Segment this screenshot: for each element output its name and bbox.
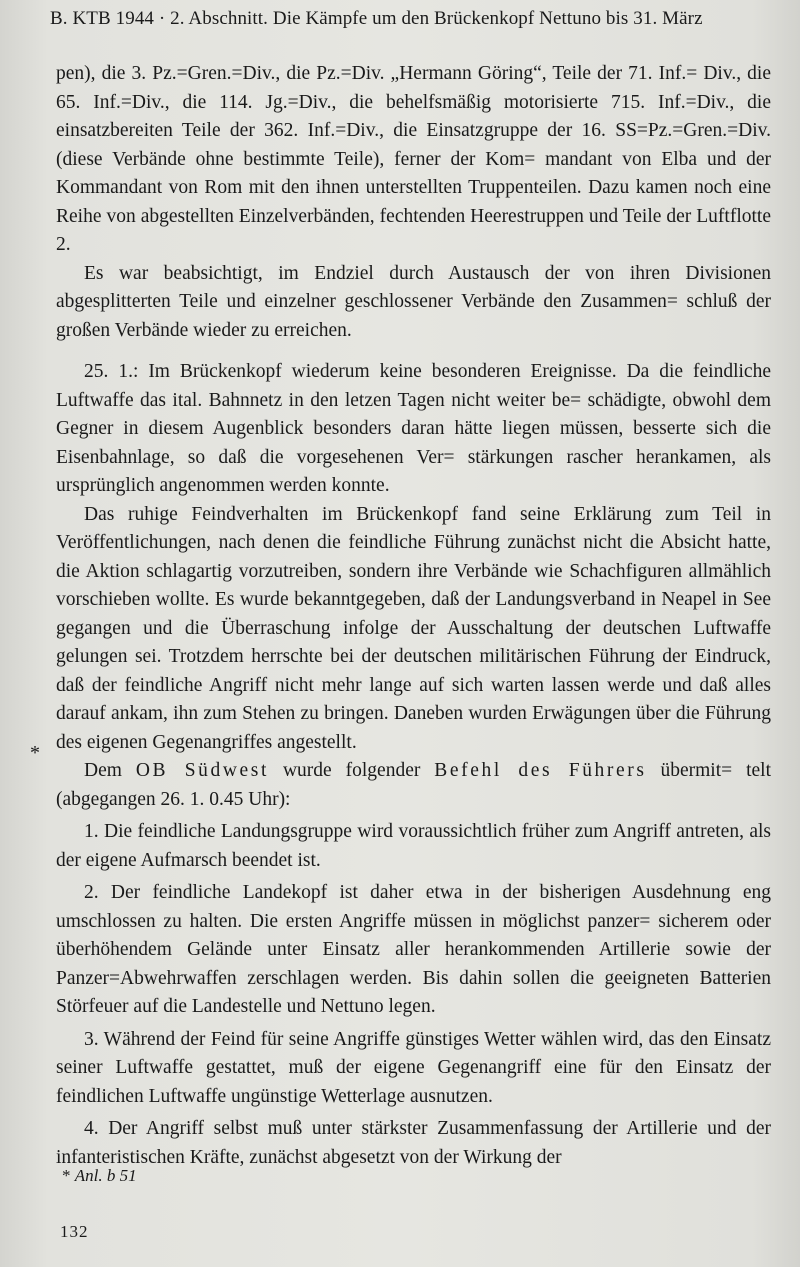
body-text	[56, 60, 771, 1172]
order-point: 1. Die feindliche Landungsgruppe wird voraussichtlich früher zum Angriff antreten, als der eigene Aufmarsch beendet ist.	[56, 821, 771, 871]
order-intro-suffix: übermit= telt (abgegangen 26. 1. 0.45 Uhr):	[56, 760, 772, 810]
paragraph: Das ruhige Feindverhalten im Brückenkopf fand seine Erklärung zum Teil in Veröffentlichungen, nach denen die feindliche Führung zunächst nicht die Absicht hatte, die Aktion schlagartig vorzutreiben, sondern ihre Verbände wie Schachfiguren allmählich vorschieben wollte. Es wurde bekanntgegeben, daß der Landungsverband in Neapel in See gegangen und die Überraschung infolge der Ausschaltung der deutschen Luftwaffe gelungen sei. Trotzdem herrschte bei der deutschen militärischen Führung der Eindruck, daß der feindliche Angriff nicht mehr lange auf sich warten lassen werde und daß alles darauf ankam, ihn zum Stehen zu bringen. Daneben wurden Erwägungen über die Führung des eigenen Gegenangriffes angestellt.	[56, 503, 771, 753]
order-point: 3. Während der Feind für seine Angriffe günstiges Wetter wählen wird, das den Einsatz seiner Luftwaffe gestattet, muß der eigene Gegenangriff eine für den Einsatz der feindlichen Luftwaffe ungünstige Wetterlage ausnutzen.	[56, 1028, 771, 1107]
order-point: 4. Der Angriff selbst muß unter stärkster Zusammenfassung der Artillerie und der infanteristischen Kräfte, zunächst abgesetzt von der Wirkung der	[56, 1118, 771, 1168]
order-sender: OB Südwest	[135, 760, 269, 781]
footnote	[62, 1166, 137, 1186]
order-intro-middle: wurde folgender	[269, 760, 435, 781]
paragraph: pen), die 3. Pz.=Gren.=Div., die Pz.=Div. „Hermann Göring“, Teile der 71. Inf.= Div., die 65. Inf.=Div., die 114. Jg.=Div., die behelfsmäßig motorisierte 715. Inf.=Div., die einsatzbereiten Teile der 362. Inf.=Div., die Einsatzgruppe der 16. SS=Pz.=Gren.=Div. (diese Verbände ohne bestimmte Teile), ferner der Kom= mandant von Elba und der Kommandant von Rom mit den ihnen unterstellten Truppenteilen. Dazu kamen noch eine Reihe von abgestellten Einzelverbänden, fechtenden Heerestruppen und Teile der Luftflotte 2.	[56, 63, 771, 255]
footnote-reference-mark: *	[30, 742, 40, 764]
order-title: Befehl des Führers	[434, 760, 647, 781]
paragraph: 25. 1.: Im Brückenkopf wiederum keine besonderen Ereignisse. Da die feindliche Luftwaffe das ital. Bahnnetz in den letzen Tagen nicht weiter be= schädigte, obwohl dem Gegner in diesem Augenblick besonders daran hätte liegen müssen, besserte sich die Eisenbahnlage, so daß die vorgesehenen Ver= stärkungen rascher herankamen, als ursprünglich angenommen werden konnte.	[56, 361, 771, 496]
order-intro-prefix: Dem	[84, 760, 136, 781]
order-point: 2. Der feindliche Landekopf ist daher etwa in der bisherigen Ausdehnung eng umschlossen zu halten. Die ersten Angriffe müssen in möglichst panzer= sicherem oder überhöhendem Gelände unter Einsatz aller herankommenden Artillerie sowie der Panzer=Abwehrwaffen zerschlagen werden. Bis dahin sollen die geeigneten Batterien Störfeuer auf die Landestelle und Nettuno legen.	[56, 882, 771, 1017]
order-intro	[56, 757, 771, 814]
paragraph: Es war beabsichtigt, im Endziel durch Austausch der von ihren Divisionen abgesplitterten Teile und einzelner geschlossener Verbände den Zusammen= schluß der großen Verbände wieder zu erreichen.	[56, 262, 771, 341]
running-head: B. KTB 1944 · 2. Abschnitt. Die Kämpfe um den Brückenkopf Nettuno bis 31. März	[50, 8, 703, 29]
footnote-text: Anl. b 51	[74, 1166, 137, 1185]
footnote-marker: *	[62, 1166, 71, 1185]
page-number: 132	[60, 1222, 89, 1241]
